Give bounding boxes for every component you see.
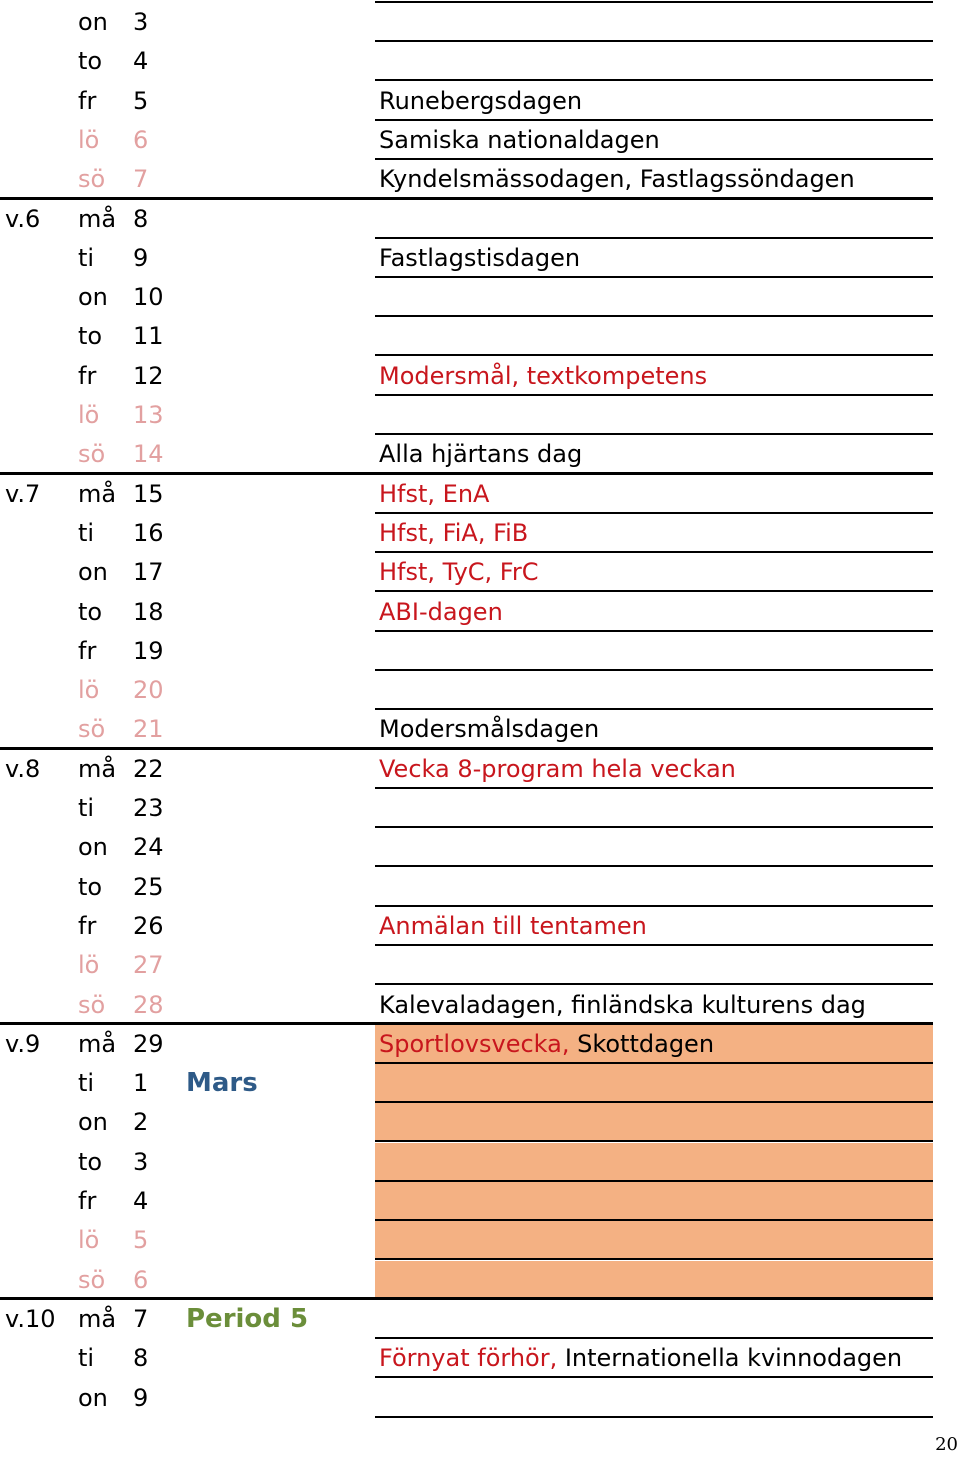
note-cell: [375, 868, 933, 907]
week-number: v.6: [5, 204, 41, 233]
calendar-row: [0, 475, 960, 514]
weekday: on: [78, 1383, 108, 1412]
calendar-row: [0, 357, 960, 396]
date-number: 3: [133, 1147, 149, 1176]
note-cell: [375, 1025, 933, 1064]
week-separator: [0, 1297, 933, 1300]
weekday: on: [78, 558, 108, 587]
weekday: må: [78, 754, 117, 783]
calendar-row: [0, 1064, 960, 1103]
date-number: 15: [133, 479, 164, 508]
calendar-row: [0, 593, 960, 632]
weekday: sö: [78, 1265, 106, 1294]
calendar-row: [0, 553, 960, 592]
weekday: må: [78, 204, 117, 233]
date-number: 2: [133, 1108, 149, 1137]
date-number: 17: [133, 558, 164, 587]
date-number: 4: [133, 1187, 149, 1215]
date-number: 9: [133, 243, 149, 272]
calendar-row: [0, 946, 960, 985]
note-cell: [375, 750, 933, 789]
calendar-row: [0, 82, 960, 121]
weekday: må: [78, 1029, 117, 1058]
month-label: Mars: [186, 1068, 258, 1099]
note-cell: [375, 1300, 933, 1339]
calendar-row: [0, 239, 960, 278]
weekday: on: [78, 8, 108, 36]
date-number: 5: [133, 1226, 149, 1255]
note-cell: [375, 593, 933, 632]
date-number: 29: [133, 1029, 164, 1058]
calendar-row: [0, 317, 960, 356]
weekday: on: [78, 833, 108, 862]
note-text: Sportlovsvecka,: [379, 1029, 578, 1058]
week-separator: [0, 747, 933, 750]
note-cell: [375, 3, 933, 42]
weekday: ti: [78, 794, 95, 822]
date-number: 6: [133, 1265, 149, 1294]
note-cell: [375, 239, 933, 278]
date-number: 23: [133, 794, 164, 822]
calendar-row: [0, 396, 960, 435]
calendar-row: [0, 1261, 960, 1300]
top-rule: [375, 1, 933, 3]
calendar-row: [0, 121, 960, 160]
note-cell: [375, 1221, 933, 1260]
week-number: v.9: [5, 1029, 41, 1058]
calendar-row: [0, 750, 960, 789]
note-text: Kyndelsmässodagen, Fastlagssöndagen: [379, 165, 855, 194]
date-number: 21: [133, 715, 164, 744]
note-text: Alla hjärtans dag: [379, 440, 583, 469]
note-cell: [375, 42, 933, 81]
note-cell: [375, 789, 933, 828]
note-text: Vecka 8-program hela veckan: [379, 754, 736, 783]
week-number: v.8: [5, 754, 41, 783]
date-number: 5: [133, 86, 149, 115]
note-cell: [375, 357, 933, 396]
date-number: 3: [133, 8, 149, 36]
weekday: sö: [78, 440, 106, 469]
note-cell: [375, 514, 933, 553]
weekday: fr: [78, 361, 97, 390]
date-number: 7: [133, 165, 149, 194]
note-cell: [375, 553, 933, 592]
weekday: fr: [78, 1187, 97, 1215]
note-cell: [375, 82, 933, 121]
weekday: sö: [78, 715, 106, 744]
date-number: 8: [133, 204, 149, 233]
date-number: 7: [133, 1304, 149, 1333]
note-cell: [375, 121, 933, 160]
note-cell: [375, 200, 933, 239]
note-cell: [375, 160, 933, 199]
note-cell: [375, 986, 933, 1025]
calendar-row: [0, 200, 960, 239]
calendar-row: [0, 1221, 960, 1260]
weekday: lö: [78, 1226, 100, 1255]
calendar-row: [0, 42, 960, 81]
calendar-row: [0, 1379, 960, 1418]
weekday: fr: [78, 911, 97, 940]
note-cell: [375, 946, 933, 985]
date-number: 22: [133, 754, 164, 783]
weekday: lö: [78, 951, 100, 980]
note-text: Runebergsdagen: [379, 86, 583, 115]
page-number: 20: [935, 1434, 958, 1455]
weekday: må: [78, 479, 117, 508]
date-number: 25: [133, 872, 164, 901]
note-text: ABI-dagen: [379, 597, 503, 626]
note-text: Hfst, EnA: [379, 479, 490, 508]
date-number: 14: [133, 440, 164, 469]
note-cell: [375, 907, 933, 946]
note-cell: [375, 317, 933, 356]
calendar-row: [0, 632, 960, 671]
note-text: Internationella kvinnodagen: [564, 1344, 903, 1373]
week-separator: [0, 472, 933, 475]
month-label: Period 5: [186, 1303, 309, 1334]
weekday: lö: [78, 125, 100, 154]
calendar-row: [0, 1143, 960, 1182]
note-text: Hfst, FiA, FiB: [379, 518, 529, 547]
note-text: Modersmål, textkompetens: [379, 361, 708, 390]
date-number: 26: [133, 911, 164, 940]
weekday: on: [78, 283, 108, 312]
date-number: 27: [133, 951, 164, 980]
calendar-row: [0, 789, 960, 828]
note-cell: [375, 632, 933, 671]
weekday: ti: [78, 1069, 95, 1098]
date-number: 24: [133, 833, 164, 862]
date-number: 10: [133, 283, 164, 312]
calendar-row: [0, 1182, 960, 1221]
weekday: to: [78, 597, 103, 626]
calendar-row: [0, 160, 960, 199]
note-text: Samiska nationaldagen: [379, 125, 660, 154]
weekday: fr: [78, 636, 97, 665]
note-cell: [375, 1339, 933, 1378]
weekday: lö: [78, 401, 100, 429]
calendar-row: [0, 868, 960, 907]
date-number: 6: [133, 125, 149, 154]
note-cell: [375, 1261, 933, 1300]
calendar-row: [0, 1103, 960, 1142]
weekday: fr: [78, 86, 97, 115]
date-number: 9: [133, 1383, 149, 1412]
calendar-row: [0, 1025, 960, 1064]
note-text: Anmälan till tentamen: [379, 911, 647, 940]
calendar-row: [0, 514, 960, 553]
date-number: 18: [133, 597, 164, 626]
calendar-row: [0, 1300, 960, 1339]
date-number: 8: [133, 1344, 149, 1373]
weekday: ti: [78, 243, 95, 272]
weekday: to: [78, 872, 103, 901]
note-cell: [375, 1143, 933, 1182]
weekday: on: [78, 1108, 108, 1137]
calendar-row: [0, 435, 960, 474]
weekday: to: [78, 322, 103, 351]
note-text: Förnyat förhör,: [379, 1344, 565, 1373]
date-number: 12: [133, 361, 164, 390]
date-number: 16: [133, 518, 164, 547]
note-cell: [375, 435, 933, 474]
weekday: lö: [78, 676, 100, 705]
weekday: ti: [78, 1344, 95, 1373]
calendar-row: [0, 3, 960, 42]
note-cell: [375, 828, 933, 867]
calendar-row: [0, 986, 960, 1025]
week-number: v.10: [5, 1304, 56, 1333]
note-cell: [375, 710, 933, 749]
calendar-row: [0, 671, 960, 710]
week-separator: [0, 1022, 933, 1025]
note-cell: [375, 278, 933, 317]
note-cell: [375, 475, 933, 514]
weekday: ti: [78, 518, 95, 547]
date-number: 20: [133, 676, 164, 705]
note-cell: [375, 1379, 933, 1418]
calendar-row: [0, 710, 960, 749]
weekday: må: [78, 1304, 117, 1333]
note-cell: [375, 1103, 933, 1142]
note-cell: [375, 1064, 933, 1103]
date-number: 4: [133, 47, 149, 76]
calendar-row: [0, 907, 960, 946]
calendar-row: [0, 278, 960, 317]
week-separator: [0, 197, 933, 200]
note-text: Hfst, TyC, FrC: [379, 558, 539, 587]
date-number: 28: [133, 990, 164, 1019]
note-cell: [375, 671, 933, 710]
weekday: sö: [78, 990, 106, 1019]
note-text: Fastlagstisdagen: [379, 243, 581, 272]
weekday: to: [78, 1147, 103, 1176]
calendar-row: [0, 1339, 960, 1378]
note-text: Kalevaladagen, finländska kulturens dag: [379, 990, 866, 1019]
note-cell: [375, 396, 933, 435]
note-text: Skottdagen: [577, 1029, 715, 1058]
weekday: to: [78, 47, 103, 76]
note-cell: [375, 1182, 933, 1221]
date-number: 19: [133, 636, 164, 665]
date-number: 13: [133, 401, 164, 429]
date-number: 1: [133, 1069, 149, 1098]
weekday: sö: [78, 165, 106, 194]
week-number: v.7: [5, 479, 41, 508]
calendar-row: [0, 828, 960, 867]
date-number: 11: [133, 322, 164, 351]
note-text: Modersmålsdagen: [379, 715, 600, 744]
